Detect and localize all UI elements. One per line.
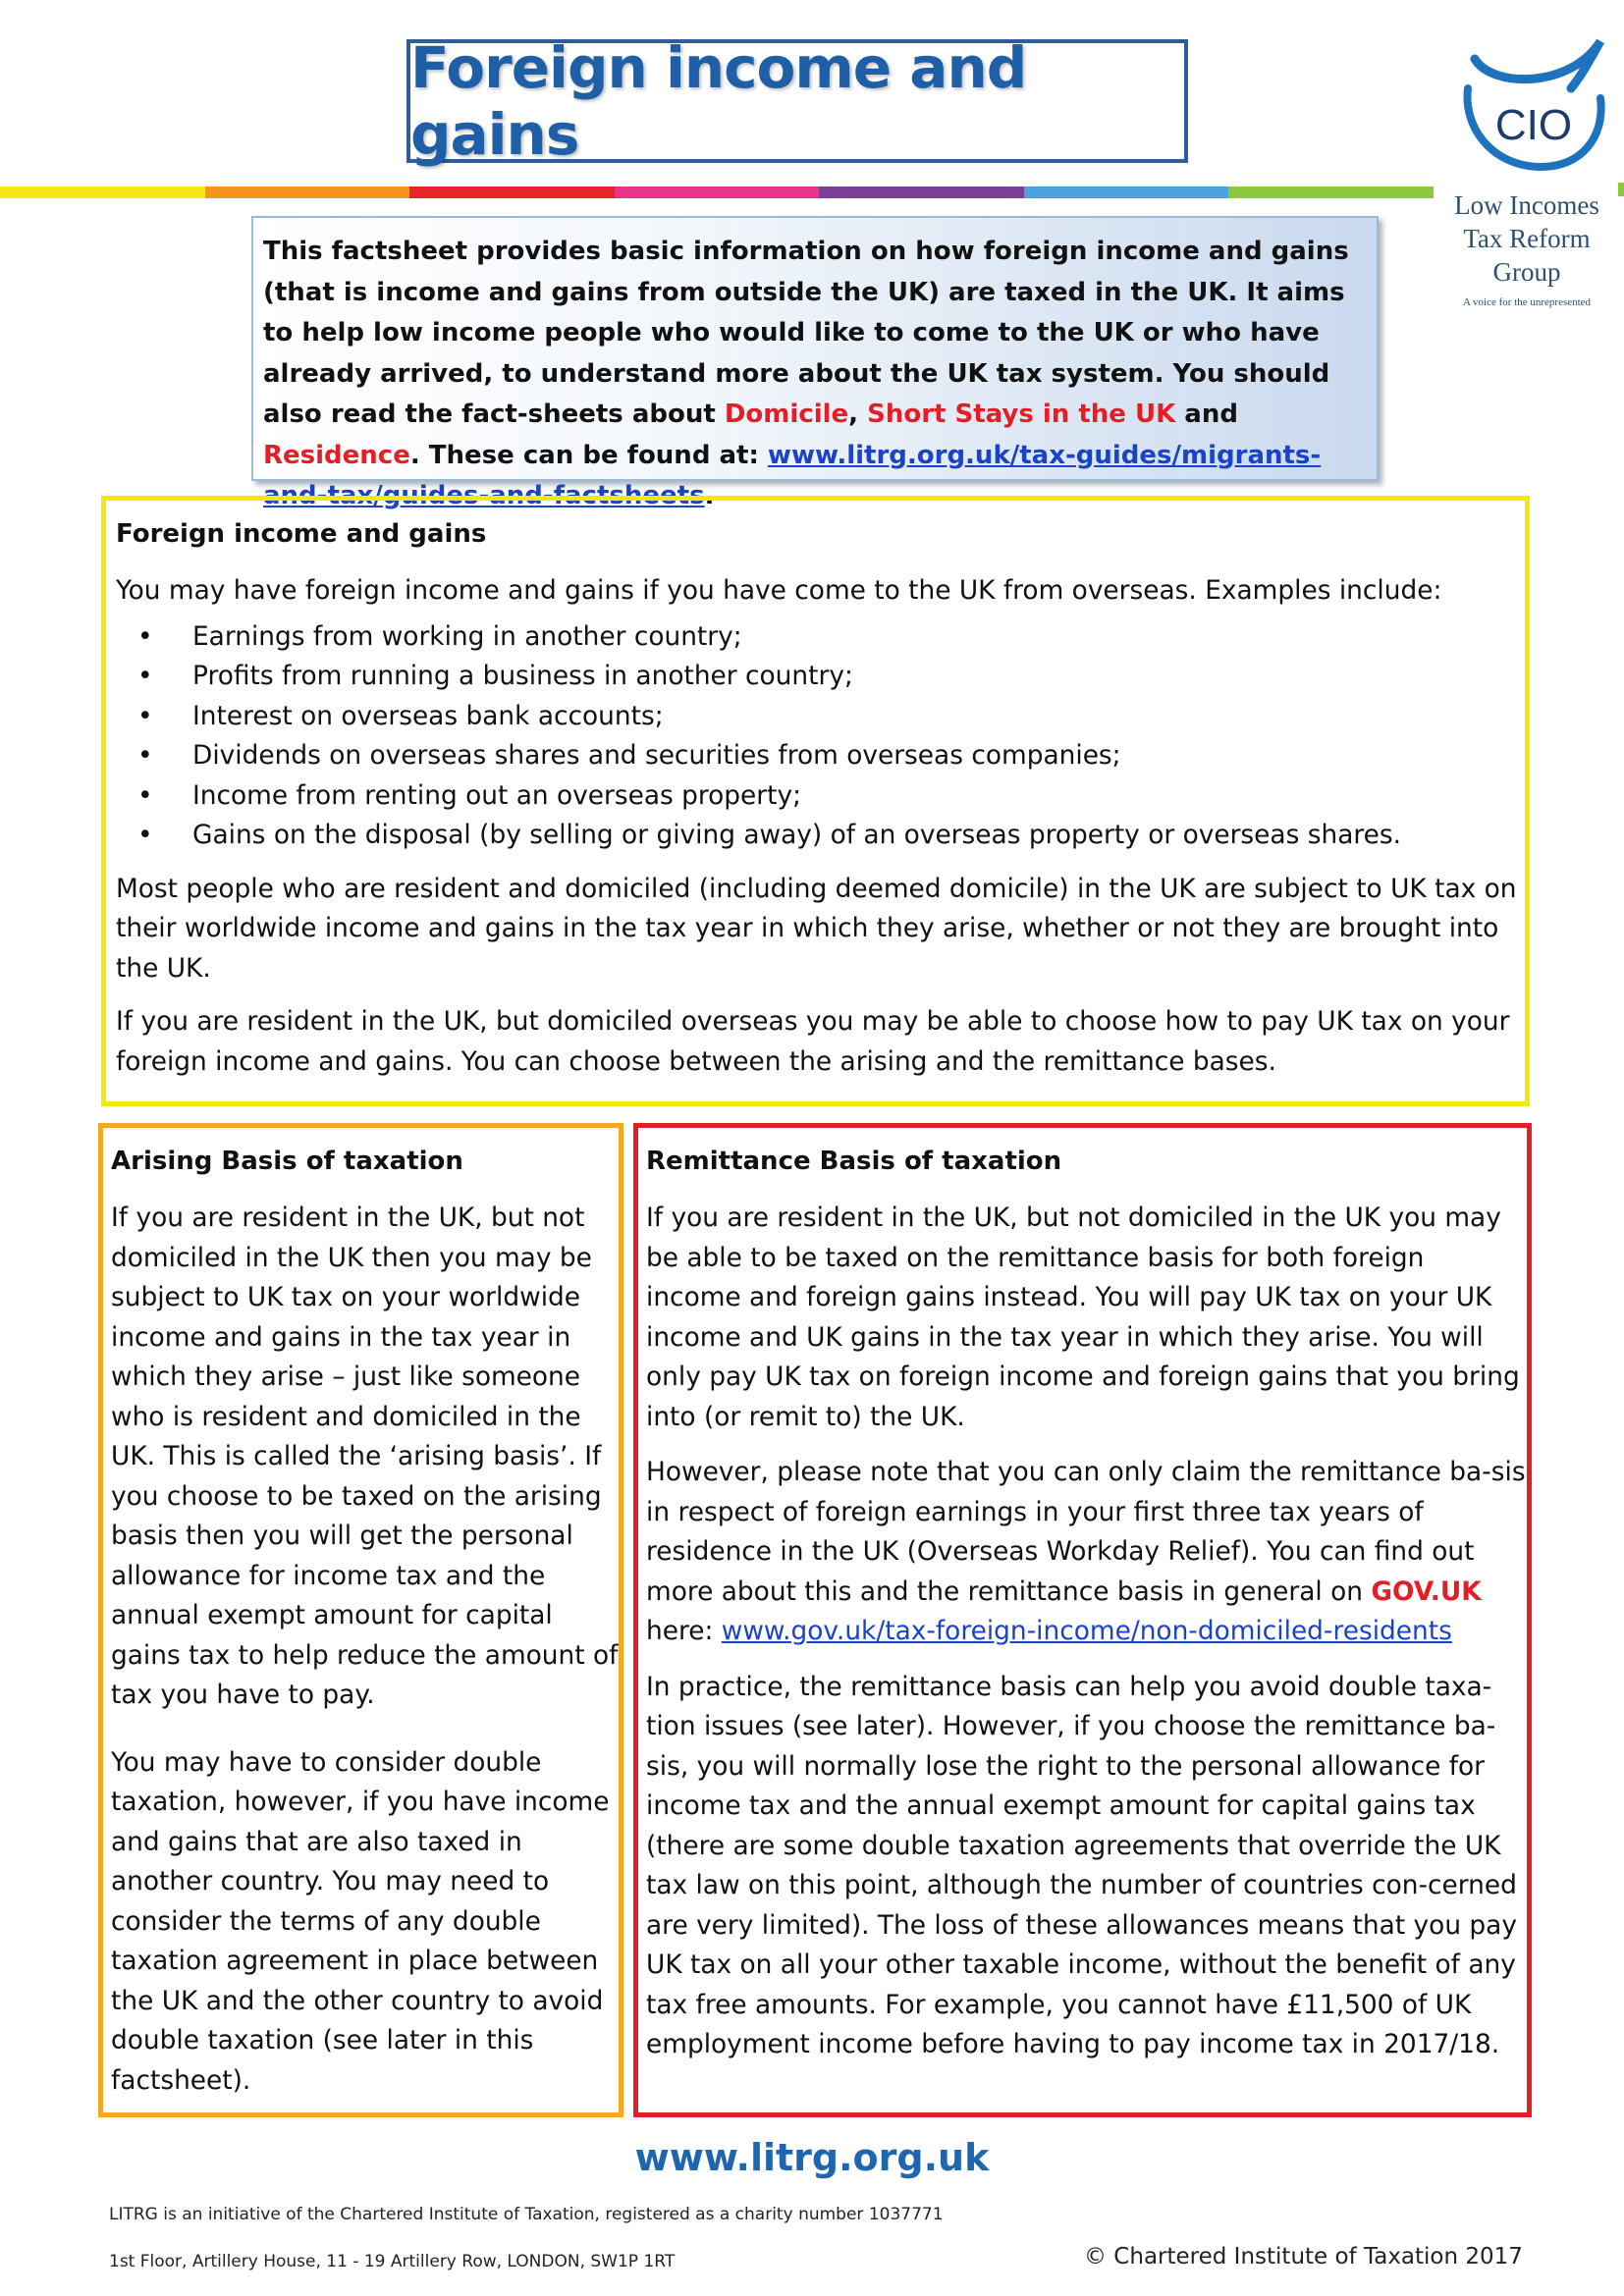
- bullet-icon: •: [137, 620, 153, 652]
- colour-strip: [0, 187, 1434, 198]
- remittance-paragraph: In practice, the remittance basis can help you avoid double taxa-tion issues (see later). However, if you choose the remittance ba-sis, you will normally lose the right to the personal allowance for income tax and the annual exempt amount for capital gains tax (there are some double taxation agreements that override the UK tax law on this point, although the number of countries con-cerned are very limited). The loss of these allowances means that you pay UK tax on all your other taxable income, without the benefit of any tax free amounts. For example, you cannot have £11,500 of UK employment income before having to pay income tax in 2017/18.: [646, 1671, 1517, 2059]
- page-title: Foreign income and gains: [410, 34, 1027, 168]
- bullet-icon: •: [137, 700, 153, 731]
- list-item: [116, 617, 1525, 658]
- remittance-basis-section: [633, 1123, 1532, 2117]
- section-paragraph: Most people who are resident and domiciled (including deemed domicile) in the UK are subject to UK tax on their worldwide income and gains in the tax year in which they arise, whether or not they are brought into the UK.: [116, 873, 1517, 984]
- strip-segment: [205, 187, 410, 198]
- list-item: [116, 697, 1525, 737]
- logo-line-2: Tax Reform: [1463, 224, 1591, 253]
- remittance-paragraph-text: However, please note that you can only claim the remittance ba-sis in respect of foreign earnings in your first three tax years of residence in the UK (Overseas Workday Relief). You can find out more about this and the remittance basis in general on: [646, 1457, 1526, 1607]
- remittance-here: here:: [646, 1616, 722, 1646]
- colour-strip-end: [1618, 183, 1624, 196]
- list-item: [116, 736, 1525, 776]
- intro-comma: ,: [848, 400, 868, 429]
- remittance-paragraph: If you are resident in the UK, but not domiciled in the UK you may be able to be taxed on the remittance basis for both foreign income and foreign gains instead. You will pay UK tax on your UK income and UK gains in the tax year in which they arise. You will only pay UK tax on foreign income and foreign gains that you bring into (or remit to) the UK.: [646, 1202, 1520, 1432]
- list-item: [116, 657, 1525, 697]
- residence-term: Residence: [263, 440, 410, 470]
- footer-website-link[interactable]: www.litrg.org.uk: [634, 2136, 990, 2179]
- remittance-heading: Remittance Basis of taxation: [646, 1147, 1062, 1176]
- bullet-icon: •: [137, 661, 153, 691]
- strip-segment: [0, 187, 205, 198]
- list-item-text: Earnings from working in another country;: [192, 620, 742, 652]
- list-item-text: Gains on the disposal (by selling or giving away) of an overseas property or overseas shares.: [192, 820, 1402, 850]
- examples-list: [116, 617, 1525, 856]
- gov-uk-link[interactable]: www.gov.uk/tax-foreign-income/non-domiciled-residents: [721, 1616, 1452, 1646]
- footer-address-line: 1st Floor, Artillery House, 11 - 19 Artillery Row, LONDON, SW1P 1RT: [109, 2252, 676, 2271]
- list-item-text: Profits from running a business in another country;: [192, 661, 853, 691]
- list-item-text: Interest on overseas bank accounts;: [192, 700, 664, 731]
- strip-segment: [409, 187, 615, 198]
- section-paragraph: If you are resident in the UK, but domiciled overseas you may be able to choose how to pay UK tax on your foreign income and gains. You can choose between the arising and the remittance bases.: [116, 1006, 1510, 1077]
- list-item-text: Dividends on overseas shares and securities from overseas companies;: [192, 740, 1121, 771]
- strip-segment: [615, 187, 820, 198]
- intro-text-mid: . These can be found at:: [409, 440, 768, 470]
- gov-uk-term: GOV.UK: [1371, 1575, 1482, 1607]
- bullet-icon: •: [137, 740, 153, 771]
- guides-link[interactable]: www.litrg.org.uk/tax-guides/migrants-and-tax/guides-and-factsheets: [263, 440, 1322, 510]
- logo-tagline: A voice for the unrepresented: [1462, 296, 1592, 308]
- bullet-icon: •: [137, 820, 153, 850]
- remittance-paragraph: [646, 1453, 1527, 1652]
- logo-mark-text: CIO: [1494, 101, 1573, 149]
- footer-charity-line: LITRG is an initiative of the Chartered Institute of Taxation, registered as a charity number 1037771: [109, 2205, 944, 2224]
- arising-basis-section: [98, 1123, 623, 2117]
- logo-line-1: Low Incomes: [1454, 190, 1599, 220]
- arising-heading: Arising Basis of taxation: [111, 1147, 463, 1176]
- strip-segment: [1024, 187, 1229, 198]
- strip-segment: [1228, 187, 1434, 198]
- arising-paragraph: If you are resident in the UK, but not domiciled in the UK then you may be subject to UK tax on your worldwide income and gains in the tax year in which they arise – just like someone who is resident and domiciled in the UK. This is called the ‘arising basis’. If you choose to be taxed on the arising basis then you will get the personal allowance for income tax and the annual exempt amount for capital gains tax to help reduce the amount of tax you have to pay.: [111, 1202, 619, 1710]
- section-heading: Foreign income and gains: [116, 519, 487, 549]
- intro-end: .: [704, 481, 715, 510]
- section-intro: You may have foreign income and gains if you have come to the UK from overseas. Examples include:: [116, 575, 1442, 606]
- domicile-term: Domicile: [724, 400, 849, 429]
- logo-line-3: Group: [1492, 257, 1561, 287]
- intro-and: and: [1175, 400, 1238, 429]
- title-box: [406, 34, 1188, 168]
- intro-text: This factsheet provides basic information on how foreign income and gains (that is income and gains from outside the UK) are taxed in the UK. It aims to help low income people who would like to come to the UK or who have already arrived, to understand more about the UK tax system. You should also read the fact-sheets about: [263, 237, 1349, 429]
- strip-segment: [819, 187, 1024, 198]
- intro-box: [251, 216, 1379, 510]
- arising-paragraph: You may have to consider double taxation, however, if you have income and gains that are also taxed in another country. You may need to consider the terms of any double taxation agreement in place between the UK and the other country to avoid double taxation (see later in this factsheet).: [111, 1746, 610, 2096]
- foreign-income-section: [101, 496, 1530, 1106]
- list-item: [116, 776, 1525, 817]
- list-item-text: Income from renting out an overseas property;: [192, 779, 801, 811]
- footer-copyright: © Chartered Institute of Taxation 2017: [1084, 2244, 1523, 2269]
- cio-logo-mark: [1453, 20, 1620, 196]
- list-item: [116, 816, 1525, 856]
- bullet-icon: •: [137, 779, 153, 811]
- short-stays-term: Short Stays in the UK: [867, 400, 1176, 429]
- litrg-logo: [1453, 20, 1620, 314]
